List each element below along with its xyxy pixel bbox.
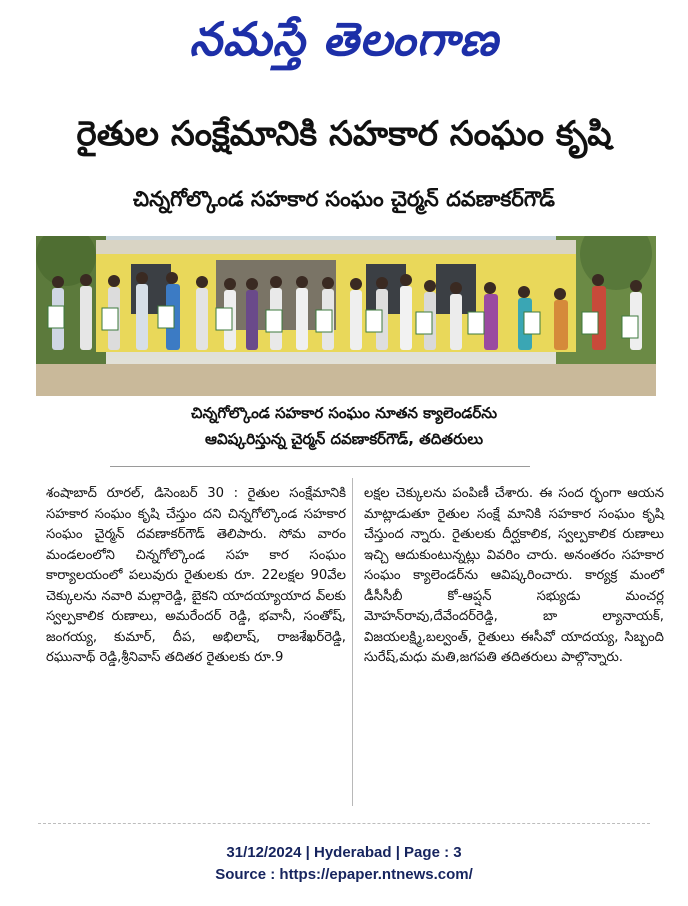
article-column-left: శంషాబాద్ రూరల్, డిసెంబర్ 30 : రైతుల సంక్షేమానికి సహకార సంఘం కృషి చేస్తుం దని చిన్నగోల్కొండ సహకార సంఘం చైర్మన్ దవణాకర్‌గౌడ్ తెలిపారు. సోమ వారం మండలంలోని చిన్నగోల్కొండ సహ కార సంఘం కార్యాలయంలో పలువురు రైతులకు రూ. 22లక్షల 90వేల చెక్కులను నవారి మల్లారెడ్డి, బైకని యాదయ్యాయాద వ్‌లకు స్వల్పకాలిక రుణాలు, అమరేందర్ రెడ్డి, భవానీ, సంతోష్, జంగయ్య, కుమార్, దీప, అభిలాష్, రాజశేఖర్‌రెడ్డి, రఘునాథ్ రెడ్డి,శ్రీనివాస్ తదితర రైతులకు రూ.9 <box>46 486 346 665</box>
edition-info: 31/12/2024 | Hyderabad | Page : 3 <box>226 844 462 861</box>
photo-caption-line-2: ఆవిష్కరిస్తున్న చైర్మన్ దవణాకర్‌గౌడ్, తదితరులు <box>204 430 484 448</box>
newspaper-masthead: నమస్తే తెలంగాణ <box>189 12 499 66</box>
group-photo-illustration <box>36 236 656 396</box>
column-divider <box>352 478 353 806</box>
photo-caption <box>60 400 628 452</box>
caption-divider <box>110 466 530 467</box>
article-headline: రైతుల సంక్షేమానికి సహకార సంఘం కృషి <box>76 114 612 154</box>
article-subheadline: చిన్నగోల్కొండ సహకార సంఘం చైర్మన్ దవణాకర్‌గౌడ్ <box>133 187 555 211</box>
article-column-right: లక్షల చెక్కులను పంపిణీ చేశారు. ఈ సంద ర్భంగా ఆయన మాట్లాడుతూ రైతుల సంక్షే మానికి సహకార సంఘం కృషి చేస్తుంద న్నారు. రైతులకు దీర్ఘకాలిక, స్వల్పకాలిక రుణాలు ఇచ్చి ఆదుకుంటున్నట్లు వివరిం చారు. అనంతరం సహకార సంఘం క్యాలెండర్‌ను ఆవిష్కరించారు. కార్యక్ర మంలో డీసీసీబీ కో-ఆప్షన్ సభ్యుడు మంచర్ల మోహన్‌రావు,దేవేందర్‌రెడ్డి, బా ల్యానాయక్, విజయలక్ష్మి,బల్వంత్, రైతులు ఈసీవో యాదయ్య, సిబ్బంది సురేష్,మధు మతి,జగపతి తదితరులు పాల్గొన్నారు. <box>364 486 664 665</box>
footer-divider <box>38 823 650 824</box>
photo-caption-line-1: చిన్నగోల్కొండ సహకార సంఘం నూతన క్యాలెండర్‌ను <box>190 404 498 422</box>
news-photo <box>36 236 656 396</box>
source-url: Source : https://epaper.ntnews.com/ <box>215 866 473 883</box>
